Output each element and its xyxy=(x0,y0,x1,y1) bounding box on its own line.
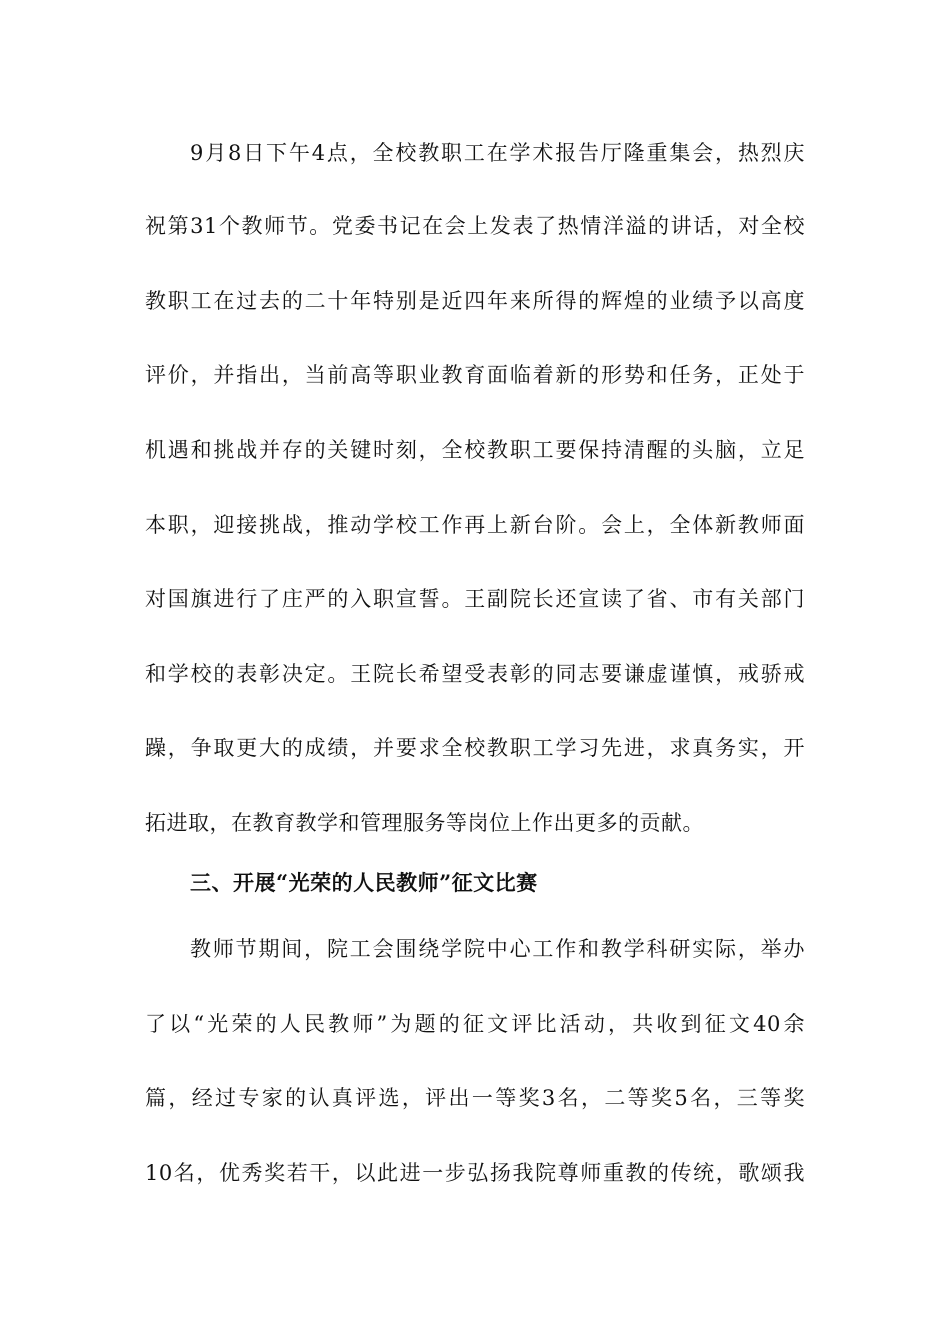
paragraph1-line-2: 祝第31个教师节。党委书记在会上发表了热情洋溢的讲话，对全校 xyxy=(145,214,805,238)
paragraph1-line-8: 和学校的表彰决定。王院长希望受表彰的同志要谦虚谨慎，戒骄戒 xyxy=(145,662,805,686)
paragraph1-line-7: 对国旗进行了庄严的入职宣誓。王副院长还宣读了省、市有关部门 xyxy=(145,587,805,611)
paragraph1-line-4: 评价，并指出，当前高等职业教育面临着新的形势和任务，正处于 xyxy=(145,363,805,387)
paragraph1-line-10: 拓进取，在教育教学和管理服务等岗位上作出更多的贡献。 xyxy=(145,811,704,835)
paragraph1-line-3: 教职工在过去的二十年特别是近四年来所得的辉煌的业绩予以高度 xyxy=(145,289,805,313)
paragraph1-line-9: 躁，争取更大的成绩，并要求全校教职工学习先进，求真务实，开 xyxy=(145,736,805,760)
paragraph2-line-1: 教师节期间，院工会围绕学院中心工作和教学科研实际，举办 xyxy=(190,937,805,961)
paragraph1-line-1: 9月8日下午4点，全校教职工在学术报告厅隆重集会，热烈庆 xyxy=(190,141,805,165)
section-heading: 三、开展“光荣的人民教师”征文比赛 xyxy=(190,870,538,895)
document-page xyxy=(145,0,805,1344)
paragraph1-line-5: 机遇和挑战并存的关键时刻，全校教职工要保持清醒的头脑，立足 xyxy=(145,438,805,462)
paragraph2-line-3: 篇，经过专家的认真评选，评出一等奖3名，二等奖5名，三等奖 xyxy=(145,1086,805,1110)
paragraph1-line-6: 本职，迎接挑战，推动学校工作再上新台阶。会上，全体新教师面 xyxy=(145,513,805,537)
paragraph2-line-2: 了以“光荣的人民教师”为题的征文评比活动，共收到征文40余 xyxy=(145,1012,805,1036)
paragraph2-line-4: 10名，优秀奖若干，以此进一步弘扬我院尊师重教的传统，歌颂我 xyxy=(145,1161,805,1185)
